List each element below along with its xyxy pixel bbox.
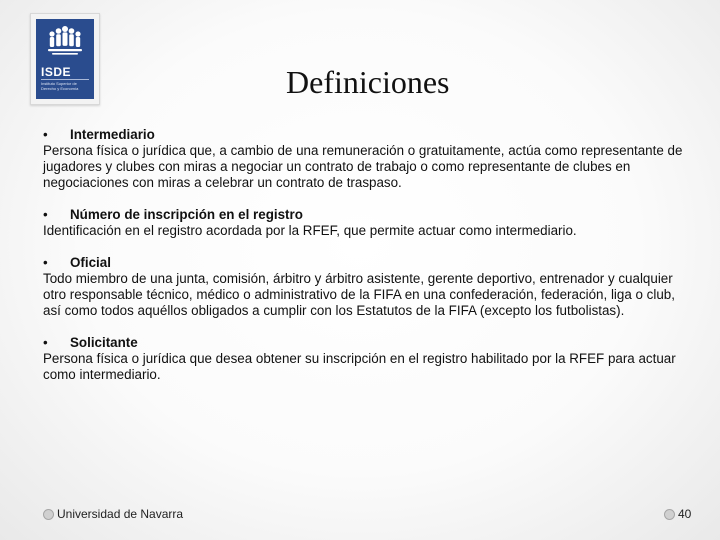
- definition-item: [43, 127, 683, 191]
- definition-term: [43, 127, 683, 143]
- term-label: Intermediario: [70, 127, 155, 142]
- definition-text: Todo miembro de una junta, comisión, árbitro y árbitro asistente, gerente deportivo, entrenador y cualquier otro responsable técnico, médico o administrativo de la FIFA en una confederación, federación, liga o club, así como todos aquéllos obligados a cumplir con los Estatutos de la FIFA (excepto los futbolistas).: [43, 271, 675, 318]
- bullet-icon: •: [43, 207, 48, 222]
- logo-divider: [41, 79, 89, 80]
- logo-frame: [30, 13, 100, 105]
- logo-subtitle: Instituto Superior de Derecho y Economía: [41, 81, 79, 91]
- people-emblem-icon: [46, 25, 84, 61]
- bullet-icon: •: [43, 255, 48, 270]
- footer-organization-label: Universidad de Navarra: [57, 507, 184, 521]
- definition-term: [43, 207, 683, 223]
- circle-bullet-icon: [43, 509, 54, 520]
- isde-logo: [36, 19, 94, 99]
- bullet-icon: •: [43, 127, 48, 142]
- definition-term: [43, 255, 683, 271]
- definition-item: [43, 255, 683, 319]
- definition-term: [43, 335, 683, 351]
- definition-item: [43, 207, 683, 239]
- term-label: Número de inscripción en el registro: [70, 207, 303, 222]
- slide-title: Definiciones: [286, 64, 450, 100]
- term-label: Oficial: [70, 255, 111, 270]
- definition-text: Persona física o jurídica que, a cambio de una remuneración o gratuitamente, actúa como representante de jugadores y clubes con miras a negociar un contrato de trabajo o como representante de clubes en negociaciones con miras a celebrar un contrato de traspaso.: [43, 143, 683, 190]
- definition-item: [43, 335, 683, 383]
- footer-organization: [43, 507, 183, 521]
- footer-page-number: [664, 507, 691, 521]
- definition-text: Identificación en el registro acordada por la RFEF, que permite actuar como intermediario.: [43, 223, 577, 238]
- definitions-list: [43, 127, 683, 399]
- term-label: Solicitante: [70, 335, 138, 350]
- circle-bullet-icon: [664, 509, 675, 520]
- logo-acronym: ISDE: [41, 65, 72, 79]
- page-number: 40: [678, 507, 692, 521]
- definition-text: Persona física o jurídica que desea obtener su inscripción en el registro habilitado por la RFEF para actuar como intermediario.: [43, 351, 676, 382]
- bullet-icon: •: [43, 335, 48, 350]
